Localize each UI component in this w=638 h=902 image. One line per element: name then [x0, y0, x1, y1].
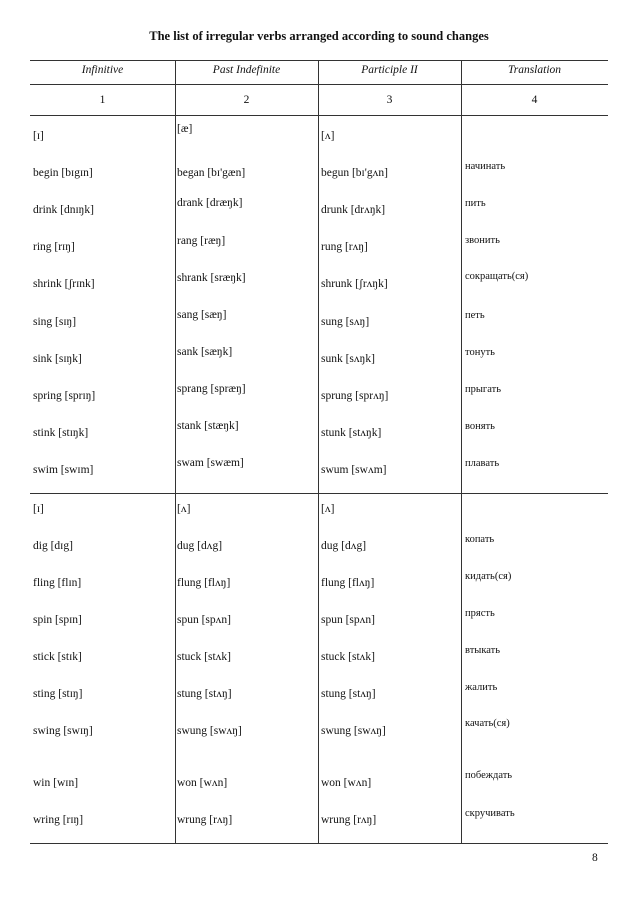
- infinitive-cell: shrink [ʃrɪnk]: [33, 278, 95, 290]
- translation-cell: скручивать: [465, 808, 515, 819]
- translation-cell: тонуть: [465, 347, 495, 358]
- past-cell: spun [spʌn]: [177, 614, 231, 626]
- participle-cell: begun [bɪ'gʌn]: [321, 167, 388, 179]
- header-translation: Translation: [507, 64, 562, 76]
- participle-cell: stung [stʌŋ]: [321, 688, 376, 700]
- infinitive-cell: stick [stɪk]: [33, 651, 82, 663]
- translation-cell: сокращать(ся): [465, 271, 529, 282]
- participle-cell: sprung [sprʌŋ]: [321, 390, 389, 402]
- participle-cell: sunk [sʌŋk]: [321, 353, 375, 365]
- participle-cell: wrung [rʌŋ]: [321, 814, 377, 826]
- past-cell: won [wʌn]: [177, 777, 228, 789]
- infinitive-cell: sing [sɪŋ]: [33, 316, 77, 328]
- infinitive-cell: wring [rɪŋ]: [33, 814, 84, 826]
- participle-cell: sung [sʌŋ]: [321, 316, 370, 328]
- past-cell: swam [swæm]: [177, 457, 244, 469]
- group-2-sound-infinitive: [ɪ]: [33, 503, 44, 515]
- translation-cell: побеждать: [465, 770, 513, 781]
- past-cell: sang [sæŋ]: [177, 309, 227, 321]
- participle-cell: shrunk [ʃrʌŋk]: [321, 278, 388, 290]
- infinitive-cell: win [wɪn]: [33, 777, 79, 789]
- past-cell: flung [flʌŋ]: [177, 577, 231, 589]
- infinitive-cell: sting [stɪŋ]: [33, 688, 83, 700]
- infinitive-cell: fling [flɪn]: [33, 577, 82, 589]
- participle-cell: drunk [drʌŋk]: [321, 204, 386, 216]
- header-infinitive: Infinitive: [81, 64, 124, 76]
- translation-cell: втыкать: [465, 645, 501, 656]
- infinitive-cell: spin [spɪn]: [33, 614, 82, 626]
- translation-cell: пить: [465, 198, 486, 209]
- group-1-sound-infinitive: [ɪ]: [33, 130, 44, 142]
- infinitive-cell: stink [stɪŋk]: [33, 427, 89, 439]
- past-cell: began [bɪ'gæn]: [177, 167, 246, 179]
- participle-cell: rung [rʌŋ]: [321, 241, 368, 253]
- column-number-2: 2: [243, 94, 250, 106]
- participle-cell: swung [swʌŋ]: [321, 725, 386, 737]
- past-cell: wrung [rʌŋ]: [177, 814, 233, 826]
- past-cell: swung [swʌŋ]: [177, 725, 242, 737]
- infinitive-cell: dig [dɪg]: [33, 540, 73, 552]
- table-rule-numbers: [30, 115, 608, 116]
- infinitive-cell: spring [sprɪŋ]: [33, 390, 96, 402]
- group-2-sound-participle: [ʌ]: [321, 503, 335, 515]
- column-number-1: 1: [99, 94, 106, 106]
- page-number: 8: [592, 852, 598, 864]
- past-cell: rang [ræŋ]: [177, 235, 226, 247]
- participle-cell: stunk [stʌŋk]: [321, 427, 382, 439]
- table-rule-group: [30, 493, 608, 494]
- translation-cell: кидать(ся): [465, 571, 512, 582]
- table-rule-header: [30, 84, 608, 85]
- header-past-indefinite: Past Indefinite: [212, 64, 281, 76]
- past-cell: stung [stʌŋ]: [177, 688, 232, 700]
- translation-cell: копать: [465, 534, 495, 545]
- participle-cell: won [wʌn]: [321, 777, 372, 789]
- past-cell: stank [stæŋk]: [177, 420, 239, 432]
- participle-cell: dug [dʌg]: [321, 540, 367, 552]
- group-1-sound-past: [æ]: [177, 123, 193, 135]
- infinitive-cell: sink [sɪŋk]: [33, 353, 82, 365]
- translation-cell: звонить: [465, 235, 500, 246]
- column-number-4: 4: [531, 94, 538, 106]
- translation-cell: прясть: [465, 608, 495, 619]
- column-divider-2: [318, 60, 319, 843]
- infinitive-cell: drink [dnɪŋk]: [33, 204, 94, 216]
- infinitive-cell: ring [rɪŋ]: [33, 241, 75, 253]
- translation-cell: прыгать: [465, 384, 501, 395]
- past-cell: dug [dʌg]: [177, 540, 223, 552]
- infinitive-cell: begin [bɪgɪn]: [33, 167, 93, 179]
- translation-cell: вонять: [465, 421, 495, 432]
- group-2-sound-past: [ʌ]: [177, 503, 191, 515]
- infinitive-cell: swing [swɪŋ]: [33, 725, 93, 737]
- past-cell: sprang [spræŋ]: [177, 383, 246, 395]
- participle-cell: flung [flʌŋ]: [321, 577, 375, 589]
- column-number-3: 3: [386, 94, 393, 106]
- translation-cell: плавать: [465, 458, 500, 469]
- table-rule-bottom: [30, 843, 608, 844]
- infinitive-cell: swim [swɪm]: [33, 464, 94, 476]
- past-cell: sank [sæŋk]: [177, 346, 233, 358]
- participle-cell: spun [spʌn]: [321, 614, 375, 626]
- column-divider-3: [461, 60, 462, 843]
- translation-cell: жалить: [465, 682, 498, 693]
- group-1-sound-participle: [ʌ]: [321, 130, 335, 142]
- column-divider-1: [175, 60, 176, 843]
- translation-cell: качать(ся): [465, 718, 510, 729]
- page-title: The list of irregular verbs arranged according to sound changes: [149, 29, 489, 43]
- table-rule-top: [30, 60, 608, 61]
- past-cell: shrank [sræŋk]: [177, 272, 246, 284]
- header-participle-ii: Participle II: [361, 64, 418, 76]
- past-cell: drank [dræŋk]: [177, 197, 243, 209]
- translation-cell: начинать: [465, 161, 506, 172]
- participle-cell: swum [swʌm]: [321, 464, 387, 476]
- translation-cell: петь: [465, 310, 485, 321]
- past-cell: stuck [stʌk]: [177, 651, 231, 663]
- participle-cell: stuck [stʌk]: [321, 651, 375, 663]
